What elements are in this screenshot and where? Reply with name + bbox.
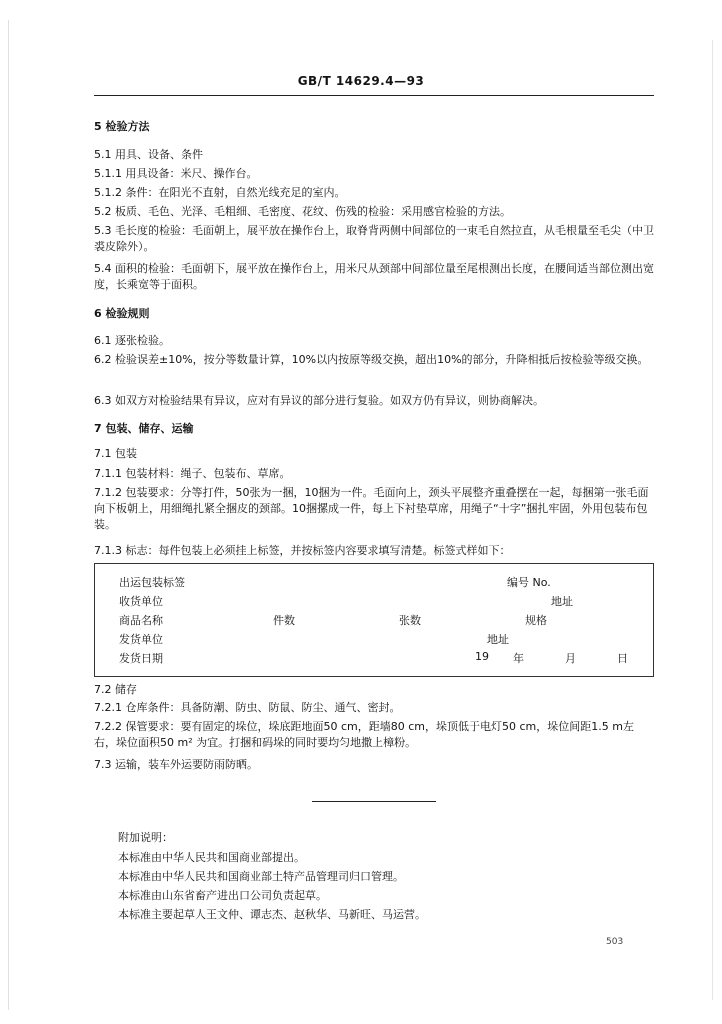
- label-shipper: 发货单位: [119, 633, 163, 646]
- scan-edge-right: [712, 40, 713, 1000]
- label-piece-count: 件数: [273, 614, 295, 627]
- standard-code-header: GB/T 14629.4—93: [297, 74, 425, 88]
- clause-7-2: 7.2 储存: [94, 683, 137, 696]
- clause-6-3: 6.3 如双方对检验结果有异议，应对有异议的部分进行复验。如双方仍有异议，则协商解决。: [94, 394, 544, 407]
- note-1: 本标准由中华人民共和国商业部提出。: [118, 851, 305, 864]
- clause-5-1-2: 5.1.2 条件：在阳光不直射，自然光线充足的室内。: [94, 186, 346, 199]
- label-title: 出运包装标签: [119, 576, 185, 589]
- label-product-name: 商品名称: [119, 614, 163, 627]
- clause-5-4: 5.4 面积的检验：毛面朝下，展平放在操作台上，用米尺从颈部中间部位量至尾根测出长度，在腰间适当部位测出宽度，长乘宽等于面积。: [94, 262, 654, 291]
- label-consignee: 收货单位: [119, 595, 163, 608]
- notes-title: 附加说明：: [118, 831, 173, 844]
- clause-5-1: 5.1 用具、设备、条件: [94, 148, 203, 161]
- label-year: 年: [513, 652, 524, 665]
- shipping-label-form: [94, 563, 654, 677]
- note-3: 本标准由山东省畜产进出口公司负责起草。: [118, 889, 327, 902]
- label-serial-no: 编号 No.: [507, 576, 551, 589]
- page-number: 503: [606, 937, 624, 947]
- section-6-title: 6 检验规则: [94, 307, 150, 320]
- header-rule: [94, 95, 654, 96]
- clause-5-1-1: 5.1.1 用具设备：米尺、操作台。: [94, 167, 258, 180]
- note-4: 本标准主要起草人王文仲、谭志杰、赵秋华、马新旺、马运营。: [118, 908, 426, 921]
- clause-7-2-2: 7.2.2 保管要求：要有固定的垛位，垛底距地面50 cm，距墙80 cm，垛顶低于电灯50 cm，垛位间距1.5 m左右，垛位面积50 m² 为宜。打捆和码垛的同时要均匀地撒上樟粉。: [94, 720, 634, 749]
- section-5-title: 5 检验方法: [94, 120, 150, 133]
- section-divider: [312, 801, 436, 802]
- scan-edge-left: [8, 20, 9, 1010]
- clause-5-2: 5.2 板质、毛色、光泽、毛粗细、毛密度、花纹、伤残的检验：采用感官检验的方法。: [94, 205, 511, 218]
- clause-7-1-2: 7.1.2 包装要求：分等打件，50张为一捆，10捆为一件。毛面向上，颈头平展整齐重叠摆在一起，每捆第一张毛面向下板朝上，用细绳扎紧全捆皮的颈部。10捆摞成一件，每上下衬垫草席，用绳子“十字”捆扎牢固，外用包装布包装。: [94, 486, 649, 531]
- label-shipper-address: 地址: [487, 633, 509, 646]
- clause-7-1: 7.1 包装: [94, 447, 137, 460]
- label-specification: 规格: [525, 614, 547, 627]
- label-ship-date: 发货日期: [119, 652, 163, 665]
- note-2: 本标准由中华人民共和国商业部土特产品管理司归口管理。: [118, 870, 404, 883]
- label-month: 月: [565, 652, 576, 665]
- clause-6-2: 6.2 检验误差±10%，按分等数量计算，10%以内按原等级交换，超出10%的部分，升降相抵后按检验等级交换。: [94, 353, 649, 366]
- label-skin-count: 张数: [399, 614, 421, 627]
- clause-7-3: 7.3 运输，装车外运要防雨防晒。: [94, 758, 258, 771]
- section-7-title: 7 包装、储存、运输: [94, 422, 194, 435]
- clause-6-1: 6.1 逐张检验。: [94, 334, 170, 347]
- clause-7-1-1: 7.1.1 包装材料：绳子、包装布、草席。: [94, 467, 291, 480]
- clause-7-2-1: 7.2.1 仓库条件：具备防潮、防虫、防鼠、防尘、通气、密封。: [94, 701, 401, 714]
- label-consignee-address: 地址: [551, 595, 573, 608]
- clause-7-1-3: 7.1.3 标志：每件包装上必须挂上标签，并按标签内容要求填写清楚。标签式样如下：: [94, 544, 511, 557]
- label-year-prefix: 19: [475, 650, 489, 663]
- label-day: 日: [617, 652, 628, 665]
- clause-5-3: 5.3 毛长度的检验：毛面朝上，展平放在操作台上，取脊背两侧中间部位的一束毛自然拉直，从毛根量至毛尖（中卫裘皮除外）。: [94, 224, 654, 253]
